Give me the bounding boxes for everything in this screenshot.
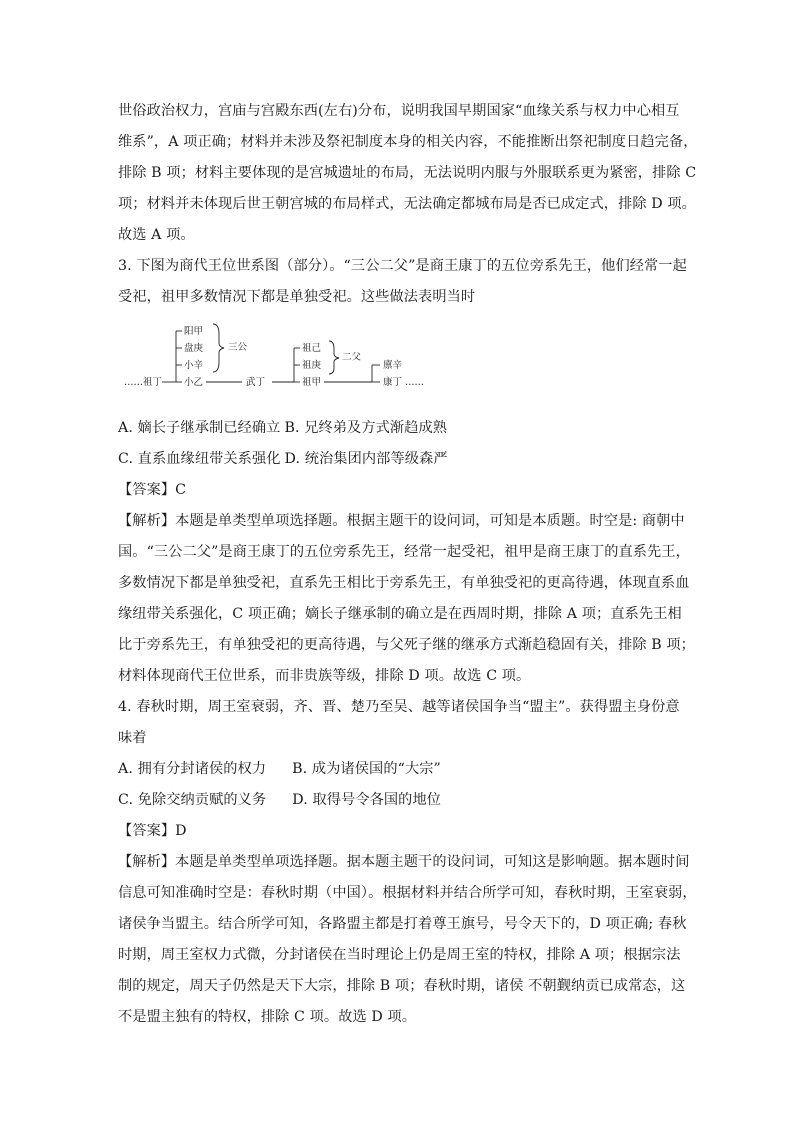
analysis-line: 时期，周王室权力式微，分封诸侯在当时理论上仍是周王室的特权，排除 A 项；根据宗法 <box>118 947 681 963</box>
label-pangeng: 盘庚 <box>184 343 204 354</box>
option-d: D. 取得号令各国的地位 <box>292 792 442 808</box>
options-row <box>118 754 688 785</box>
label-xiaoxin: 小辛 <box>184 360 204 371</box>
label-zujia: 祖甲 <box>302 377 322 388</box>
text-line: 世俗政治权力，宫庙与宫殿东西(左右)分布，说明我国早期国家“血缘关系与权力中心相互 <box>118 103 680 119</box>
text-line: 故选 A 项。 <box>118 227 195 243</box>
label-zuji: 祖己 <box>302 343 322 354</box>
analysis-line: 比于旁系先王，有单独受祀的更高待遇，与父死子继的继承方式渐趋稳固有关，排除 B 项； <box>118 637 695 653</box>
question-4 <box>118 692 697 1033</box>
label-yangjia: 阳甲 <box>184 326 204 337</box>
question-3 <box>118 251 695 692</box>
text-line: 项；材料并未体现后世王朝宫城的布局样式，无法确定都城布局是否已成定式，排除 D 项。 <box>118 196 696 212</box>
text-line: 排除 B 项；材料主要体现的是宫城遗址的布局，无法说明内服与外服联系更为紧密，排除 C <box>118 165 697 181</box>
option-b: B. 成为诸侯国的“大宗” <box>292 761 441 777</box>
lineage-diagram <box>118 319 688 405</box>
option-c: C. 免除交纳贡赋的义务 <box>118 792 267 808</box>
analysis-line: 国。“三公二父”是商王康丁的五位旁系先王，经常一起受祀，祖甲是商王康丁的直系先王， <box>118 544 690 560</box>
analysis-line: 信息可知准确时空是：春秋时期（中国）。根据材料并结合所学可知，春秋时期，王室衰弱， <box>118 885 697 901</box>
label-sangong: 三公 <box>228 342 248 353</box>
label-tail: …… <box>405 377 424 388</box>
analysis-line: 制的规定，周天子仍然是天下大宗，排除 B 项；春秋时期，诸侯 不朝觐纳贡已成常态，这 <box>118 978 686 994</box>
analysis-line: 缘纽带关系强化，C 项正确；嫡长子继承制的确立是在西周时期，排除 A 项；直系先王相 <box>118 606 682 622</box>
analysis-line: 不是盟主独有的特权，排除 C 项。故选 D 项。 <box>118 1009 417 1025</box>
analysis-line: 材料体现商代王位世系，而非贵族等级，排除 D 项。故选 C 项。 <box>118 668 531 684</box>
question-stem: 4. 春秋时期，周王室衰弱，齐、晋、楚乃至吴、越等诸侯国争当“盟主”。获得盟主身份意 <box>118 699 680 715</box>
options-row <box>118 413 688 444</box>
label-zuding: ……祖丁 <box>124 377 163 388</box>
option-b: B. 兄终弟及方式渐趋成熟 <box>284 420 448 436</box>
label-erfu: 二父 <box>342 352 362 363</box>
analysis-line: 【解析】本题是单类型单项选择题。根据主题干的设问词，可知是本质题。时空是: 商朝中 <box>118 513 685 529</box>
analysis-line: 多数情况下都是单独受祀，直系先王相比于旁系先王，有单独受祀的更高待遇，体现直系血 <box>118 575 690 591</box>
lineage-lines <box>118 319 688 405</box>
question-stem: 味着 <box>118 730 147 746</box>
label-linxin: 廪辛 <box>383 360 403 371</box>
option-a: A. 嫡长子继承制已经确立 <box>118 420 281 436</box>
label-wuding: 武丁 <box>246 377 266 388</box>
label-xiaoyi: 小乙 <box>184 377 204 388</box>
label-kangding: 康丁 <box>383 377 403 388</box>
answer: 【答案】C <box>118 482 187 498</box>
option-c: C. 直系血缘纽带关系强化 <box>118 451 281 467</box>
option-d: D. 统治集团内部等级森严 <box>284 451 448 467</box>
answer: 【答案】D <box>118 823 187 839</box>
options-row <box>118 444 688 475</box>
document-page <box>118 96 698 1033</box>
previous-analysis <box>118 96 698 251</box>
option-a: A. 拥有分封诸侯的权力 <box>118 761 267 777</box>
text-line: 维系”，A 项正确；材料并未涉及祭祀制度本身的相关内容，不能推断出祭祀制度日趋完备， <box>118 134 698 150</box>
options-row <box>118 785 688 816</box>
analysis-line: 【解析】本题是单类型单项选择题。据本题主题干的设问词，可知这是影响题。据本题时间 <box>118 854 690 870</box>
question-stem: 受祀，祖甲多数情况下都是单独受祀。这些做法表明当时 <box>118 289 476 305</box>
question-stem: 3. 下图为商代王位世系图（部分）。“三公二父”是商王康丁的五位旁系先王，他们经常一起 <box>118 258 687 274</box>
label-zugeng: 祖庚 <box>302 360 322 371</box>
analysis-line: 诸侯争当盟主。结合所学可知，各路盟主都是打着尊王旗号，号令天下的，D 项正确; 春秋 <box>118 916 687 932</box>
